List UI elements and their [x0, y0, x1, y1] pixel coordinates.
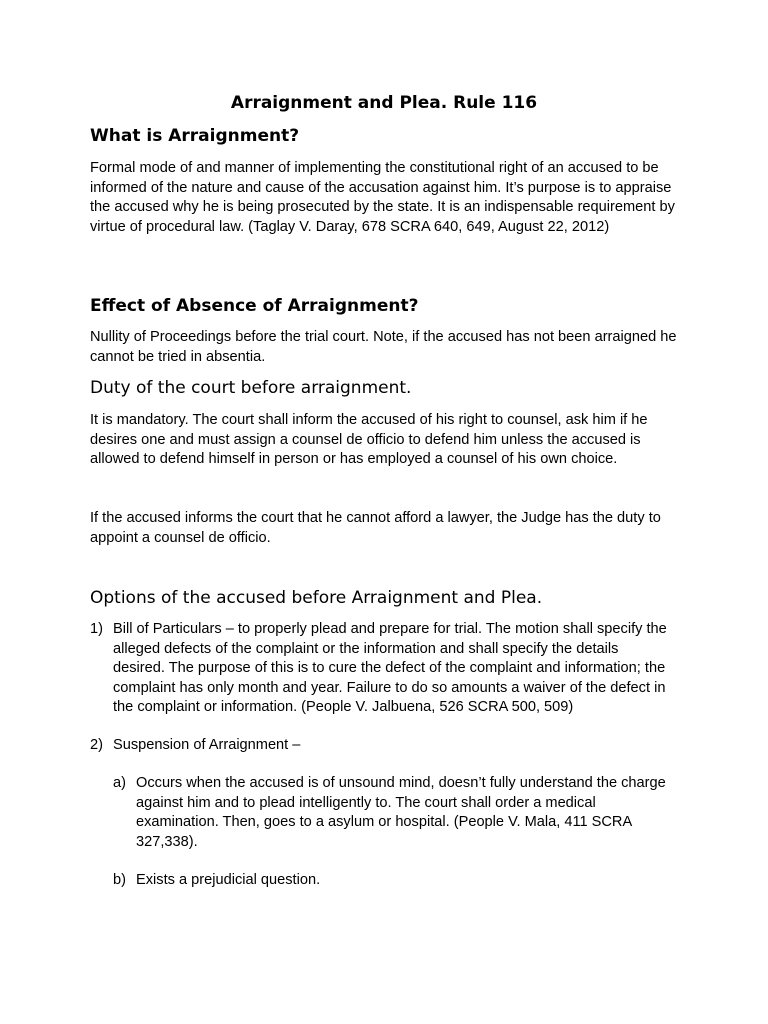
- sub-list-item-marker: a): [113, 775, 126, 791]
- paragraph-duty-of-court: It is mandatory. The court shall inform the accused of his right to counsel, ask him if he desires one and must assign a counsel de officio to defend him unless the accused is allowed to defend himself in person or has employed a counsel of his own choice.: [90, 412, 648, 468]
- paragraph-effect-of-absence: Nullity of Proceedings before the trial court. Note, if the accused has not been arraigned he cannot be tried in absentia.: [90, 329, 677, 365]
- list-item-marker: 1): [90, 621, 103, 637]
- heading-options-of-accused: Options of the accused before Arraignment and Plea.: [90, 588, 543, 608]
- heading-duty-of-court: Duty of the court before arraignment.: [90, 378, 412, 398]
- heading-effect-of-absence: Effect of Absence of Arraignment?: [90, 296, 419, 316]
- heading-what-is-arraignment: What is Arraignment?: [90, 126, 300, 146]
- list-item-text: Suspension of Arraignment –: [113, 737, 301, 753]
- paragraph-what-is-arraignment: Formal mode of and manner of implementing the constitutional right of an accused to be informed of the nature and cause of the accusation against him. It’s purpose is to appraise the accused why he is being prosecuted by the state. It is an indispensable requirement by virtue of procedural law. (Taglay V. Daray, 678 SCRA 640, 649, August 22, 2012): [90, 160, 675, 235]
- sub-list-item-text: Exists a prejudicial question.: [136, 872, 321, 888]
- paragraph-counsel-de-officio: If the accused informs the court that he cannot afford a lawyer, the Judge has the duty to appoint a counsel de officio.: [90, 510, 661, 546]
- sub-list-item-marker: b): [113, 872, 126, 888]
- sub-list-item-text: Occurs when the accused is of unsound mind, doesn’t fully understand the charge against him and to plead intelligently to. The court shall order a medical examination. Then, goes to a asylum or hospital. (People V. Mala, 411 SCRA 327,338).: [136, 775, 666, 850]
- document-title: Arraignment and Plea. Rule 116: [230, 93, 538, 113]
- list-item-marker: 2): [90, 737, 103, 753]
- list-item-text: Bill of Particulars – to properly plead and prepare for trial. The motion shall specify the alleged defects of the complaint or the information and shall specify the details desired. The purpose of this is to cure the defect of the complaint and information; the complaint has only month and year. Failure to do so amounts a waiver of the defect in the complaint or information. (People V. Jalbuena, 526 SCRA 500, 509): [113, 621, 667, 716]
